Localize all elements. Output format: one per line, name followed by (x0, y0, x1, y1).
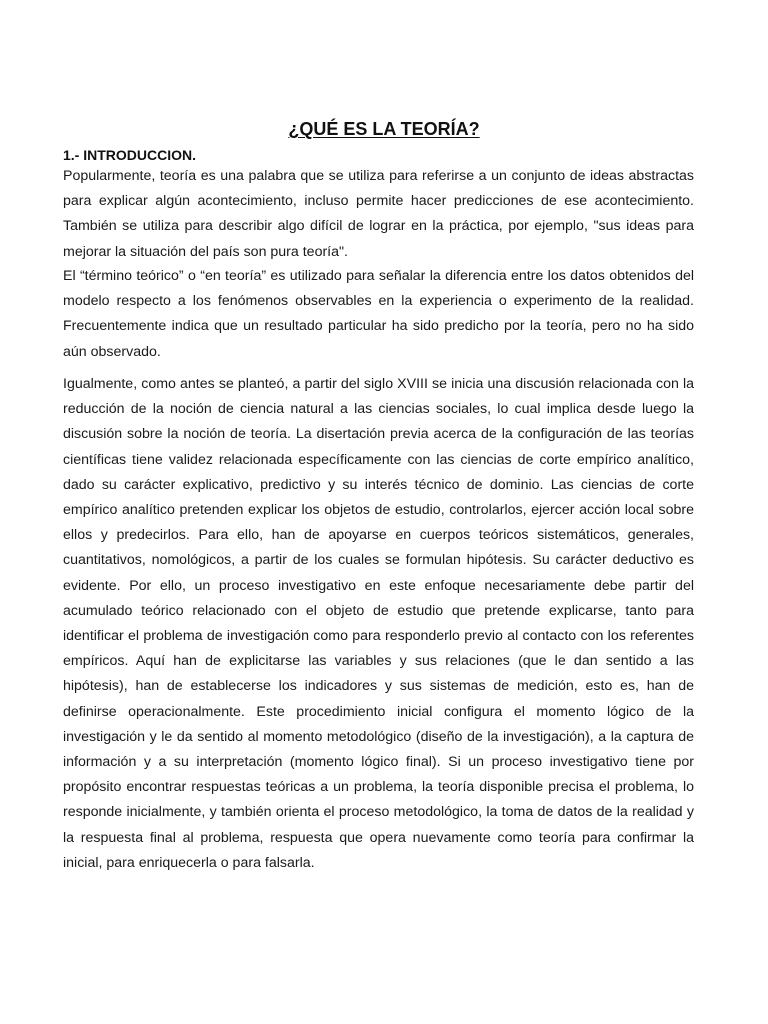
page-title: ¿QUÉ ES LA TEORÍA? (288, 119, 480, 139)
paragraph-3: Igualmente, como antes se planteó, a partir del siglo XVIII se inicia una discusión relacionada con la reducción de la noción de ciencia natural a las ciencias sociales, lo cual implica desde luego la discusión sobre la noción de teoría. La disertación previa acerca de la configuración de las teorías científicas tiene validez relacionada específicamente con las ciencias de corte empírico analítico, dado su carácter explicativo, predictivo y su interés técnico de dominio. Las ciencias de corte empírico analítico pretenden explicar los objetos de estudio, controlarlos, ejercer acción local sobre ellos y predecirlos. Para ello, han de apoyarse en cuerpos teóricos sistemáticos, generales, cuantitativos, nomológicos, a partir de los cuales se formulan hipótesis. Su carácter deductivo es evidente. Por ello, un proceso investigativo en este enfoque necesariamente debe partir del acumulado teórico relacionado con el objeto de estudio que pretende explicarse, tanto para identificar el problema de investigación como para responderlo previo al contacto con los referentes empíricos. Aquí han de explicitarse las variables y sus relaciones (que le dan sentido a las hipótesis), han de establecerse los indicadores y sus sistemas de medición, esto es, han de definirse operacionalmente. Este procedimiento inicial configura el momento lógico de la investigación y le da sentido al momento metodológico (diseño de la investigación), a la captura de información y a su interpretación (momento lógico final). Si un proceso investigativo tiene por propósito encontrar respuestas teóricas a un problema, la teoría disponible precisa el problema, lo responde inicialmente, y también orienta el proceso metodológico, la toma de datos de la realidad y la respuesta final al problema, respuesta que opera nuevamente como teoría para confirmar la inicial, para enriquecerla o para falsarla. (63, 376, 694, 871)
section-heading: 1.- INTRODUCCION. (63, 147, 196, 163)
paragraph-2: El “término teórico” o “en teoría” es utilizado para señalar la diferencia entre los datos obtenidos del modelo respecto a los fenómenos observables en la experiencia o experimento de la realidad. Frecuentemente indica que un resultado particular ha sido predicho por la teoría, pero no ha sido aún observado. (63, 268, 694, 360)
paragraph-1: Popularmente, teoría es una palabra que se utiliza para referirse a un conjunto de ideas abstractas para explicar algún acontecimiento, incluso permite hacer predicciones de ese acontecimiento. También se utiliza para describir algo difícil de lograr en la práctica, por ejemplo, "sus ideas para mejorar la situación del país son pura teoría". (63, 168, 694, 260)
